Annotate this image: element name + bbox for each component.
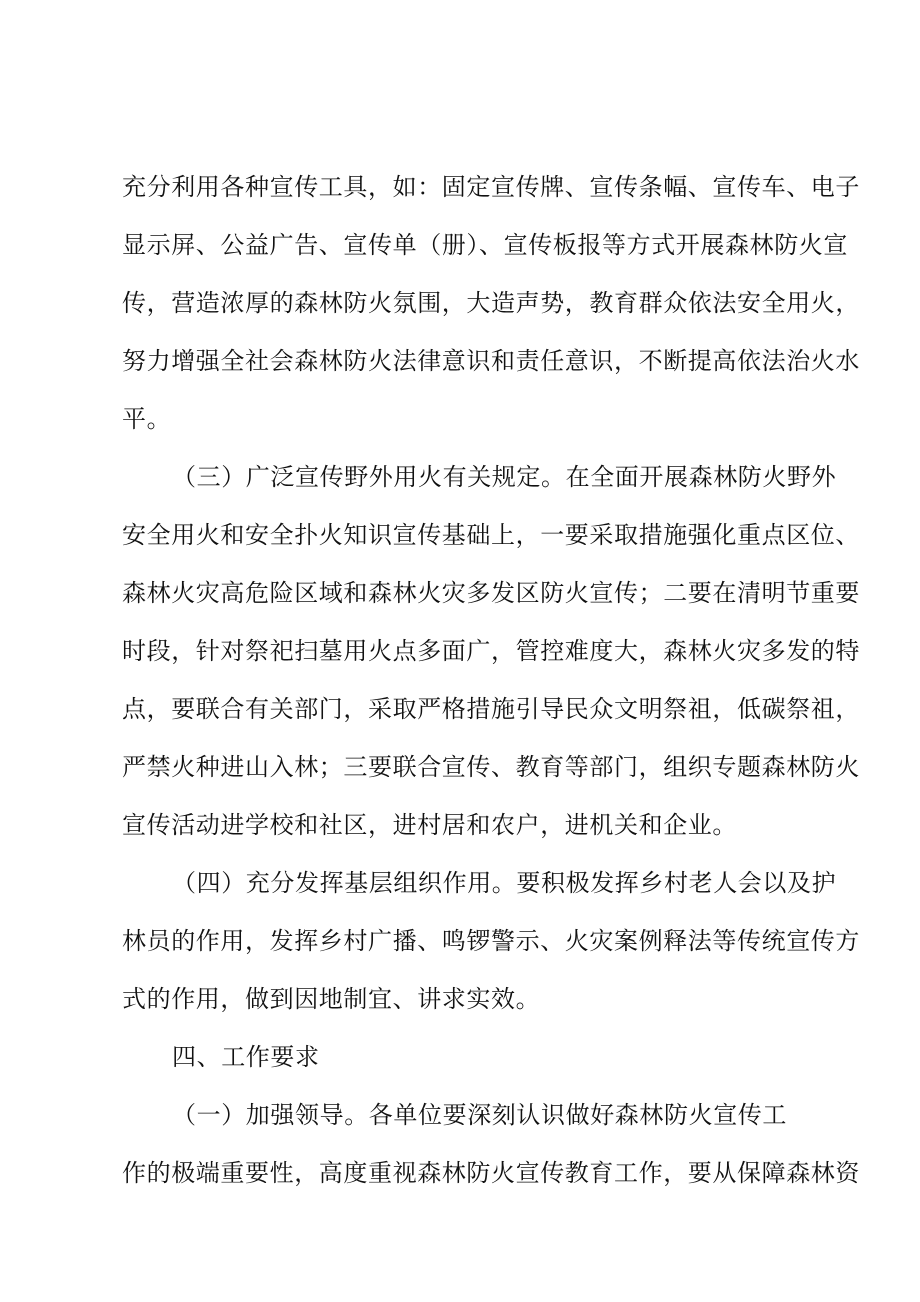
text-line: 安全用火和安全扑火知识宣传基础上，一要采取措施强化重点区位、 [122, 521, 860, 549]
text-line: 作的极端重要性，高度重视森林防火宣传教育工作，要从保障森林资 [122, 1159, 860, 1187]
section-heading-4: （四）充分发挥基层组织作用。要积极发挥乡村老人会以及护 [172, 869, 837, 897]
text-line: 式的作用，做到因地制宜、讲求实效。 [122, 985, 541, 1013]
section-heading-3: （三）广泛宣传野外用火有关规定。在全面开展森林防火野外 [172, 463, 837, 491]
text-line: 传，营造浓厚的森林防火氛围，大造声势，教育群众依法安全用火， [122, 289, 860, 317]
text-line: 显示屏、公益广告、宣传单（册）、宣传板报等方式开展森林防火宣 [122, 231, 848, 259]
text-line: 努力增强全社会森林防火法律意识和责任意识，不断提高依法治火水 [122, 347, 860, 375]
text-line: 充分利用各种宣传工具，如：固定宣传牌、宣传条幅、宣传车、电子 [122, 173, 860, 201]
text-line: 严禁火种进山入林；三要联合宣传、教育等部门，组织专题森林防火 [122, 753, 860, 781]
text-line: 点，要联合有关部门，采取严格措施引导民众文明祭祖，低碳祭祖， [122, 695, 860, 723]
text-line: 平。 [122, 405, 172, 433]
text-line: 宣传活动进学校和社区，进村居和农户，进机关和企业。 [122, 811, 737, 839]
text-line: 森林火灾高危险区域和森林火灾多发区防火宣传；二要在清明节重要 [122, 579, 860, 607]
section-heading-1: （一）加强领导。各单位要深刻认识做好森林防火宣传工 [172, 1101, 787, 1129]
text-line: 林员的作用，发挥乡村广播、鸣锣警示、火灾案例释法等传统宣传方 [122, 927, 860, 955]
text-line: 时段，针对祭祀扫墓用火点多面广，管控难度大，森林火灾多发的特 [122, 637, 860, 665]
chapter-heading: 四、工作要求 [172, 1043, 320, 1071]
